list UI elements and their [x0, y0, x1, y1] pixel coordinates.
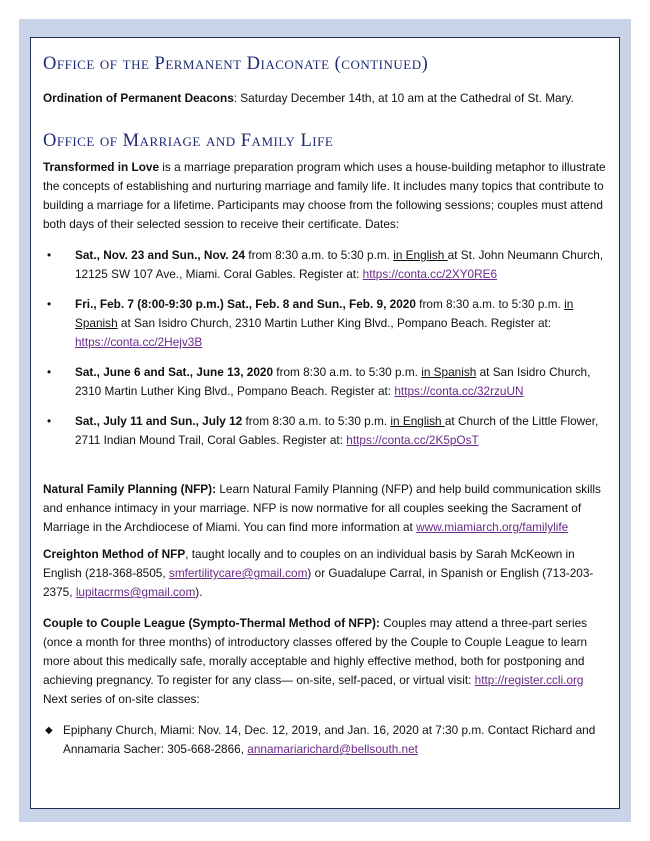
session-register-link[interactable]: https://conta.cc/2K5pOsT: [346, 433, 479, 447]
creighton-text: , taught locally and to couples on an individual basis by Sarah McKeown in English (218-368-8505,: [43, 547, 575, 580]
session-language: in Spanish: [75, 297, 574, 330]
diamond-bullet-icon: ◆: [45, 725, 53, 736]
ccl-class-list: [43, 721, 609, 759]
session-list: [43, 246, 609, 450]
session-place: at Church of the Little Flower, 2711 Indian Mound Trail, Coral Gables. Register at:: [75, 414, 599, 447]
list-item: [43, 721, 609, 759]
familylife-link[interactable]: www.miamiarch.org/familylife: [416, 520, 569, 534]
bullet-icon: •: [47, 297, 52, 311]
session-time: from 8:30 a.m. to 5:30 p.m.: [273, 365, 422, 379]
session-language: in English: [393, 248, 448, 262]
creighton-bold: Creighton Method of NFP: [43, 547, 186, 561]
session-language: in Spanish: [421, 365, 477, 379]
nfp-paragraph: [43, 480, 609, 537]
smfertilitycare-email-link[interactable]: smfertilitycare@gmail.com: [168, 566, 308, 580]
section-heading-marriage: Office of Marriage and Family Life: [43, 131, 334, 151]
session-dates: Sat., July 11 and Sun., July 12: [75, 414, 243, 428]
intro-bold: Transformed in Love: [43, 160, 160, 174]
session-place: at San Isidro Church, 2310 Martin Luther King Blvd., Pompano Beach. Register at:: [75, 365, 591, 398]
intro-text: is a marriage preparation program which uses a house-building metaphor to illustrate the concepts of establishing and nurturing marriage and family life. It includes many topics that contribute to building a marriage for a lifetime. Participants may choose from the following sessions; couples must attend both days of their selected session to receive their certificate. Dates:: [43, 160, 606, 231]
ccl-bold: Couple to Couple League (Sympto-Thermal Method of NFP):: [43, 616, 380, 630]
nfp-bold: Natural Family Planning (NFP):: [43, 482, 217, 496]
intro-paragraph: [43, 158, 609, 234]
session-time: from 8:30 a.m. to 5:30 p.m.: [415, 297, 565, 311]
session-dates: Sat., June 6 and Sat., June 13, 2020: [75, 365, 274, 379]
creighton-paragraph: [43, 545, 609, 602]
nfp-text: Learn Natural Family Planning (NFP) and help build communication skills and enhance intimacy in your marriage. NFP is now normative for all couples seeking the Sacrament of Marriage in the Archdiocese of Miami. You can find more information at: [43, 482, 601, 534]
session-language: in English: [390, 414, 445, 428]
session-register-link[interactable]: https://conta.cc/32rzuUN: [394, 384, 524, 398]
list-item: [43, 412, 609, 450]
session-dates: Fri., Feb. 7 (8:00-9:30 p.m.) Sat., Feb. 8 and Sun., Feb. 9, 2020: [75, 297, 416, 311]
list-item: [43, 295, 609, 352]
ccl-text: Couples may attend a three-part series (once a month for three months) of introductory classes offered by the Couple to Couple League to learn more about this medically safe, morally acceptable and highly effective method, both for postponing and achieving pregnancy. To register for any class— on-site, self-paced, or virtual visit:: [43, 616, 588, 687]
ccli-register-link[interactable]: http://register.ccli.org: [474, 673, 584, 687]
list-item: [43, 246, 609, 284]
session-register-link[interactable]: https://conta.cc/2Hejv3B: [75, 335, 203, 349]
session-time: from 8:30 a.m. to 5:30 p.m.: [242, 414, 391, 428]
bulletin-card: [30, 37, 620, 809]
bullet-icon: •: [47, 365, 52, 379]
session-place: at San Isidro Church, 2310 Martin Luther King Blvd., Pompano Beach. Register at:: [117, 316, 552, 330]
annamariarichard-email-link[interactable]: annamariarichard@bellsouth.net: [247, 742, 418, 756]
bullet-icon: •: [47, 414, 52, 428]
section-heading-diaconate: Office of the Permanent Diaconate (continued): [43, 54, 429, 74]
session-place: at St. John Neumann Church, 12125 SW 107 Ave., Miami. Coral Gables. Register at:: [75, 248, 604, 281]
bullet-icon: •: [47, 248, 52, 262]
session-register-link[interactable]: https://conta.cc/2XY0RE6: [362, 267, 498, 281]
lupitacrms-email-link[interactable]: lupitacrms@gmail.com: [75, 585, 196, 599]
session-dates: Sat., Nov. 23 and Sun., Nov. 24: [75, 248, 246, 262]
session-time: from 8:30 a.m. to 5:30 p.m.: [245, 248, 394, 262]
creighton-text: ) or Guadalupe Carral, in Spanish or English (713-203-2375,: [43, 566, 594, 599]
creighton-text: ).: [195, 585, 203, 599]
ccl-paragraph: [43, 614, 609, 709]
ccl-item-text: Epiphany Church, Miami: Nov. 14, Dec. 12, 2019, and Jan. 16, 2020 at 7:30 p.m. Contact Richard and Annamaria Sacher: 305-668-2866,: [63, 723, 596, 756]
ordination-text: : Saturday December 14th, at 10 am at the Cathedral of St. Mary.: [233, 91, 574, 105]
ordination-paragraph: [43, 89, 609, 108]
ccl-text: Next series of on-site classes:: [43, 692, 200, 706]
ordination-label: Ordination of Permanent Deacons: [43, 91, 234, 105]
list-item: [43, 363, 609, 401]
